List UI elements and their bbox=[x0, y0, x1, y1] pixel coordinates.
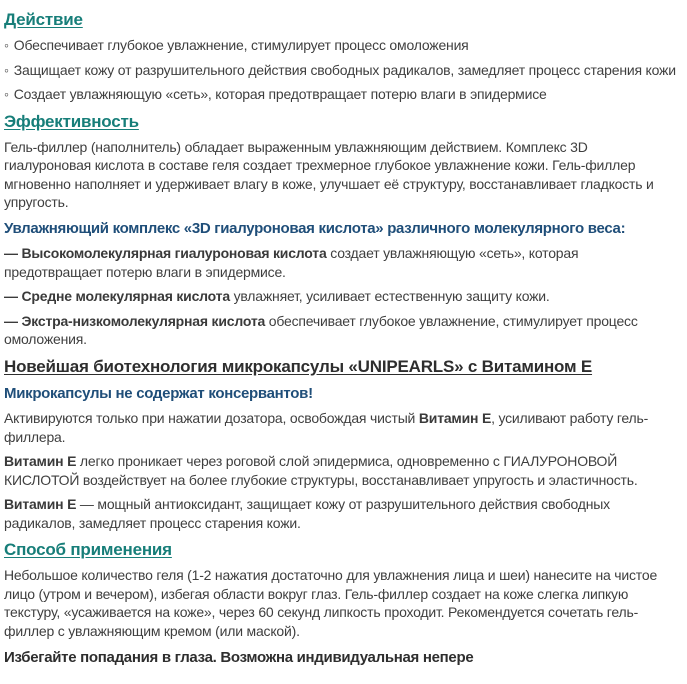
heading-effectiveness: Эффективность bbox=[4, 111, 139, 131]
acid-item-3-name: — Экстра-низкомолекулярная кислота bbox=[4, 312, 266, 329]
acid-item bbox=[4, 244, 678, 281]
heading-action: Действие bbox=[4, 10, 83, 29]
complex-intro-line: Увлажняющий комплекс «3D гиалуроновая кислота» различного молекулярного веса: bbox=[4, 219, 626, 237]
vitamin-antioxidant-text: — мощный антиоксидант, защищает кожу от разрушительного действия свободных радикалов, замедляет процесс старения кожи. bbox=[4, 496, 610, 531]
action-bullet-item bbox=[4, 85, 678, 104]
heading-usage: Способ применения bbox=[4, 540, 172, 559]
activation-paragraph bbox=[4, 409, 678, 446]
acid-item bbox=[4, 287, 678, 306]
vitamin-e-bold: Витамин Е bbox=[4, 453, 77, 469]
vitamin-e-bold: Витамин Е bbox=[418, 410, 492, 426]
bullet-circle-icon: ◦ bbox=[4, 86, 9, 102]
vitamin-penetration-text: легко проникает через роговой слой эпидермиса, одновременно с ГИАЛУРОНОВОЙ КИСЛОТОЙ воздействует на более глубокие структуры, восстанавливает упругость и эластичность. bbox=[4, 453, 638, 488]
activation-pre-text: Активируются только при нажатии дозатора, освобождая чистый bbox=[4, 410, 419, 426]
heading-biotech-unipearls: Новейшая биотехнология микрокапсулы «UNIPEARLS» с Витамином Е bbox=[4, 356, 593, 376]
action-bullet-1-text: Обеспечивает глубокое увлажнение, стимулирует процесс омоложения bbox=[13, 37, 469, 53]
action-bullet-item bbox=[4, 61, 678, 80]
acid-item bbox=[4, 312, 678, 349]
vitamin-antioxidant-paragraph bbox=[4, 495, 678, 532]
usage-paragraph: Небольшое количество геля (1-2 нажатия достаточно для увлажнения лица и шеи) нанесите на чистое лицо (утром и вечером), избегая области вокруг глаз. Гель-филлер создает на коже слегка липкую текстуру, «усаживается на коже», через 60 секунд липкость проходит. Рекомендуется сочетать гель-филлер с увлажняющим кремом (или маской). bbox=[4, 567, 658, 639]
bullet-circle-icon: ◦ bbox=[4, 61, 9, 78]
action-bullet-2-text: Защищает кожу от разрушительного действия свободных радикалов, замедляет процесс старения кожи bbox=[13, 61, 676, 78]
action-bullet-3-text: Создает увлажняющую «сеть», которая предотвращает потерю влаги в эпидермисе bbox=[13, 86, 547, 102]
warning-line: Избегайте попадания в глаза. Возможна индивидуальная непере bbox=[4, 649, 474, 666]
activation-post-text: , усиливают работу гель-филлера. bbox=[4, 410, 649, 445]
no-preservatives-line: Микрокапсулы не содержат консервантов! bbox=[4, 384, 313, 402]
acid-item-1-name: — Высокомолекулярная гиалуроновая кислота bbox=[4, 245, 327, 261]
acid-item-2-name: — Средне молекулярная кислота bbox=[4, 288, 230, 304]
bullet-circle-icon: ◦ bbox=[4, 37, 9, 53]
effectiveness-paragraph: Гель-филлер (наполнитель) обладает выраженным увлажняющим действием. Комплекс 3D гиалуроновая кислота в составе геля создает трехмерное глубокое увлажнение кожи. Гель-филлер мгновенно наполняет и удерживает влагу в коже, улучшает её структуру, восстанавливает гладкость и упругость. bbox=[4, 138, 654, 210]
acid-item-1-text: создает увлажняющую «сеть», которая предотвращает потерю влаги в эпидермисе. bbox=[4, 245, 579, 280]
vitamin-e-bold: Витамин Е bbox=[4, 496, 77, 512]
acid-item-2-text: увлажняет, усиливает естественную защиту кожи. bbox=[229, 288, 550, 304]
acid-item-3-text: обеспечивает глубокое увлажнение, стимулирует процесс омоложения. bbox=[4, 312, 638, 347]
action-bullet-item bbox=[4, 36, 678, 55]
vitamin-penetration-paragraph bbox=[4, 452, 678, 489]
